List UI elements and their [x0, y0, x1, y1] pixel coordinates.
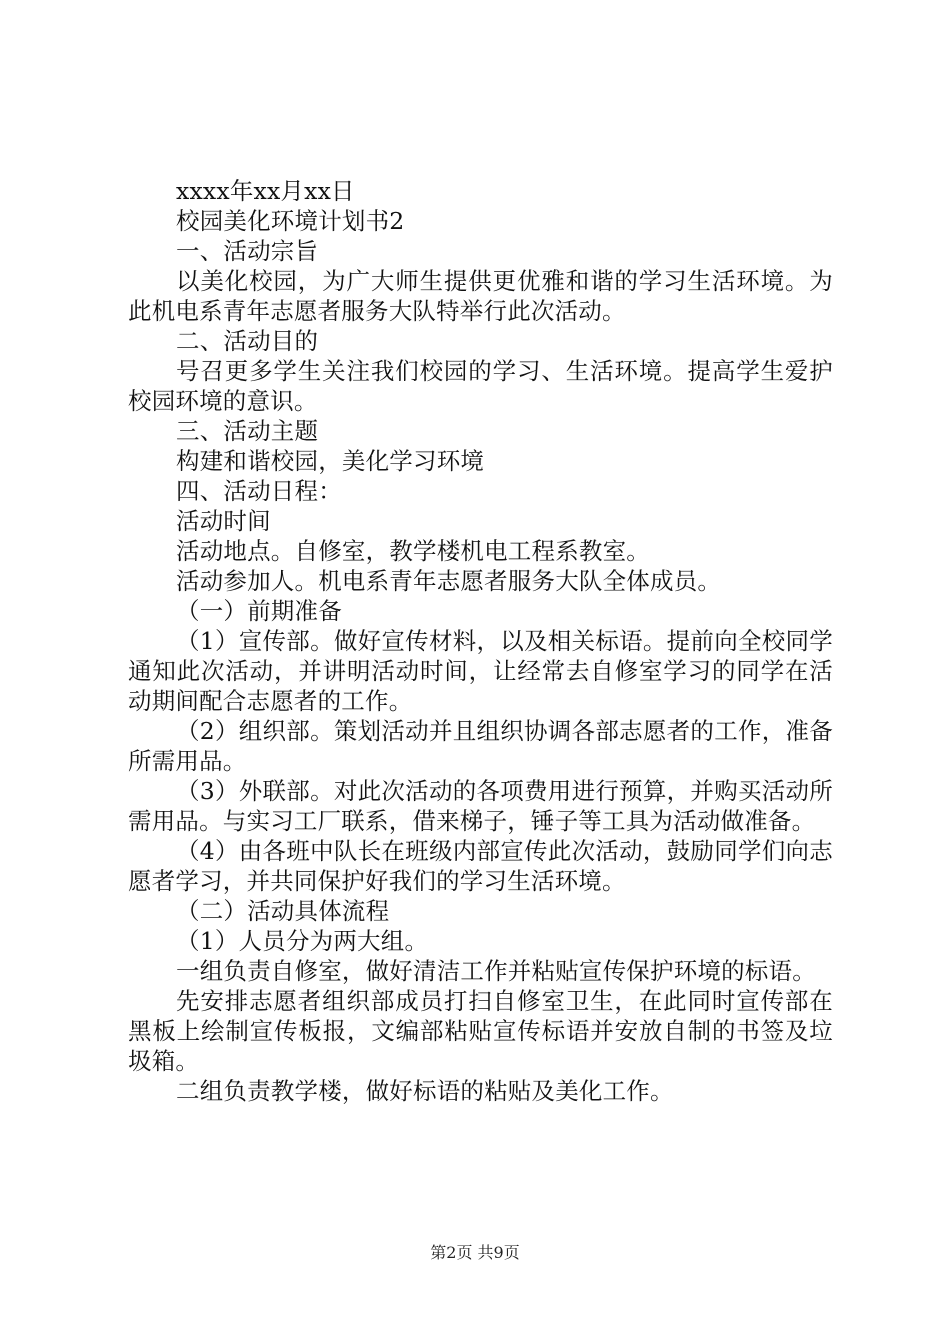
document-body [128, 176, 833, 1106]
document-title: 校园美化环境计划书2 [176, 207, 405, 235]
body-paragraph: （1）人员分为两大组。 [176, 927, 429, 955]
body-paragraph: （4）由各班中队长在班级内部宣传此次活动，鼓励同学们向志愿者学习，并共同保护好我们的学习生活环境。 [128, 837, 833, 895]
body-paragraph: （3）外联部。对此次活动的各项费用进行预算，并购买活动所需用品。与实习工厂联系，借来梯子，锤子等工具为活动做准备。 [128, 777, 833, 835]
body-paragraph: 活动时间 [176, 507, 271, 535]
body-paragraph: 号召更多学生关注我们校园的学习、生活环境。提高学生爱护校园环境的意识。 [128, 357, 833, 415]
section-heading: 四、活动日程： [176, 477, 342, 505]
body-paragraph: 先安排志愿者组织部成员打扫自修室卫生，在此同时宣传部在黑板上绘制宣传板报，文编部粘贴宣传标语并安放自制的书签及垃圾箱。 [128, 987, 833, 1075]
page-number-footer: 第2页 共9页 [430, 1243, 520, 1262]
body-paragraph: 构建和谐校园，美化学习环境 [176, 447, 485, 475]
subsection-heading: （一）前期准备 [176, 597, 342, 625]
body-paragraph: 以美化校园，为广大师生提供更优雅和谐的学习生活环境。为此机电系青年志愿者服务大队特举行此次活动。 [128, 267, 833, 325]
section-heading: 二、活动目的 [176, 327, 319, 355]
body-paragraph: 一组负责自修室，做好清洁工作并粘贴宣传保护环境的标语。 [176, 957, 816, 985]
body-paragraph: （2）组织部。策划活动并且组织协调各部志愿者的工作，准备所需用品。 [128, 717, 833, 775]
section-heading: 一、活动宗旨 [176, 237, 319, 265]
date-line: xxxx年xx月xx日 [176, 177, 355, 205]
subsection-heading: （二）活动具体流程 [176, 897, 390, 925]
body-paragraph: 二组负责教学楼，做好标语的粘贴及美化工作。 [176, 1077, 674, 1105]
body-paragraph: 活动参加人。机电系青年志愿者服务大队全体成员。 [176, 567, 722, 595]
body-paragraph: （1）宣传部。做好宣传材料，以及相关标语。提前向全校同学通知此次活动，并讲明活动时间，让经常去自修室学习的同学在活动期间配合志愿者的工作。 [128, 627, 833, 715]
section-heading: 三、活动主题 [176, 417, 319, 445]
body-paragraph: 活动地点。自修室，教学楼机电工程系教室。 [176, 537, 650, 565]
